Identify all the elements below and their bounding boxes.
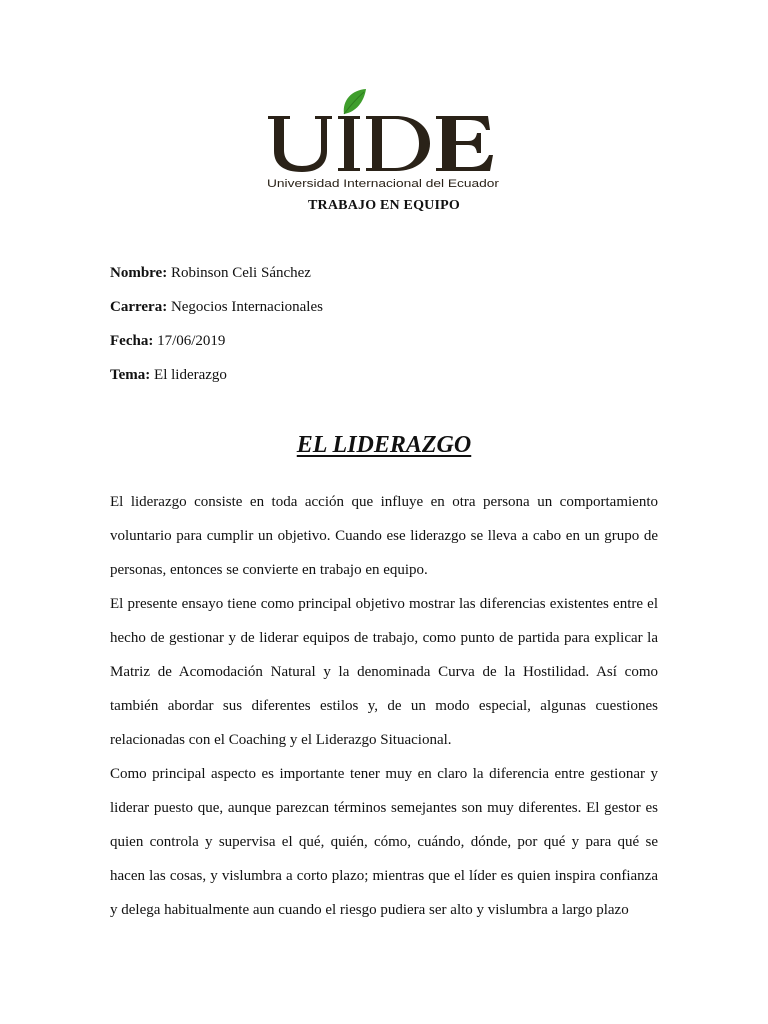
meta-topic-line — [110, 367, 227, 384]
meta-date-value: 17/06/2019 — [157, 333, 226, 349]
essay-paragraph: El liderazgo consiste en toda acción que influye en otra persona un comportamiento voluntario para cumplir un objetivo. Cuando ese liderazgo se lleva a cabo en un grupo de personas, entonces se convierte en trabajo en equipo. — [110, 494, 658, 578]
essay-heading: EL LIDERAZGO — [296, 432, 472, 458]
essay-paragraph: El presente ensayo tiene como principal objetivo mostrar las diferencias existentes entre el hecho de gestionar y de liderar equipos de trabajo, como punto de partida para explicar la Matriz de Acomodación Natural y la denominada Curva de la Hostilidad. Así como también abordar sus diferentes estilos y, de un modo especial, algunas cuestiones relacionadas con el Coaching y el Liderazgo Situacional. — [110, 596, 658, 748]
uide-logo-image — [264, 86, 504, 196]
meta-date-line — [110, 333, 225, 350]
meta-career-value: Negocios Internacionales — [170, 299, 323, 315]
meta-topic-value: El liderazgo — [154, 367, 227, 383]
meta-date-label: Fecha: — [110, 333, 154, 349]
uide-logo — [264, 86, 504, 196]
meta-topic-label: Tema: — [110, 367, 151, 383]
logo-tagline: Universidad Internacional del Ecuador — [267, 178, 500, 190]
meta-career-line — [110, 299, 323, 316]
essay-paragraph: Como principal aspecto es importante tener muy en claro la diferencia entre gestionar y liderar puesto que, aunque parezcan términos semejantes son muy diferentes. El gestor es quien controla y supervisa el qué, quién, cómo, cuándo, dónde, por qué y para qué se hacen las cosas, y vislumbra a corto plazo; mientras que el líder es quien inspira confianza y delega habitualmente aun cuando el riesgo pudiera ser alto y vislumbra a largo plazo — [110, 766, 658, 918]
meta-career-label: Carrera: — [110, 299, 168, 315]
essay-body — [110, 485, 658, 927]
document-title: TRABAJO EN EQUIPO — [308, 198, 460, 213]
meta-name-value: Robinson Celi Sánchez — [170, 265, 311, 281]
meta-name-label: Nombre: — [110, 265, 168, 281]
meta-name-line — [110, 265, 311, 282]
